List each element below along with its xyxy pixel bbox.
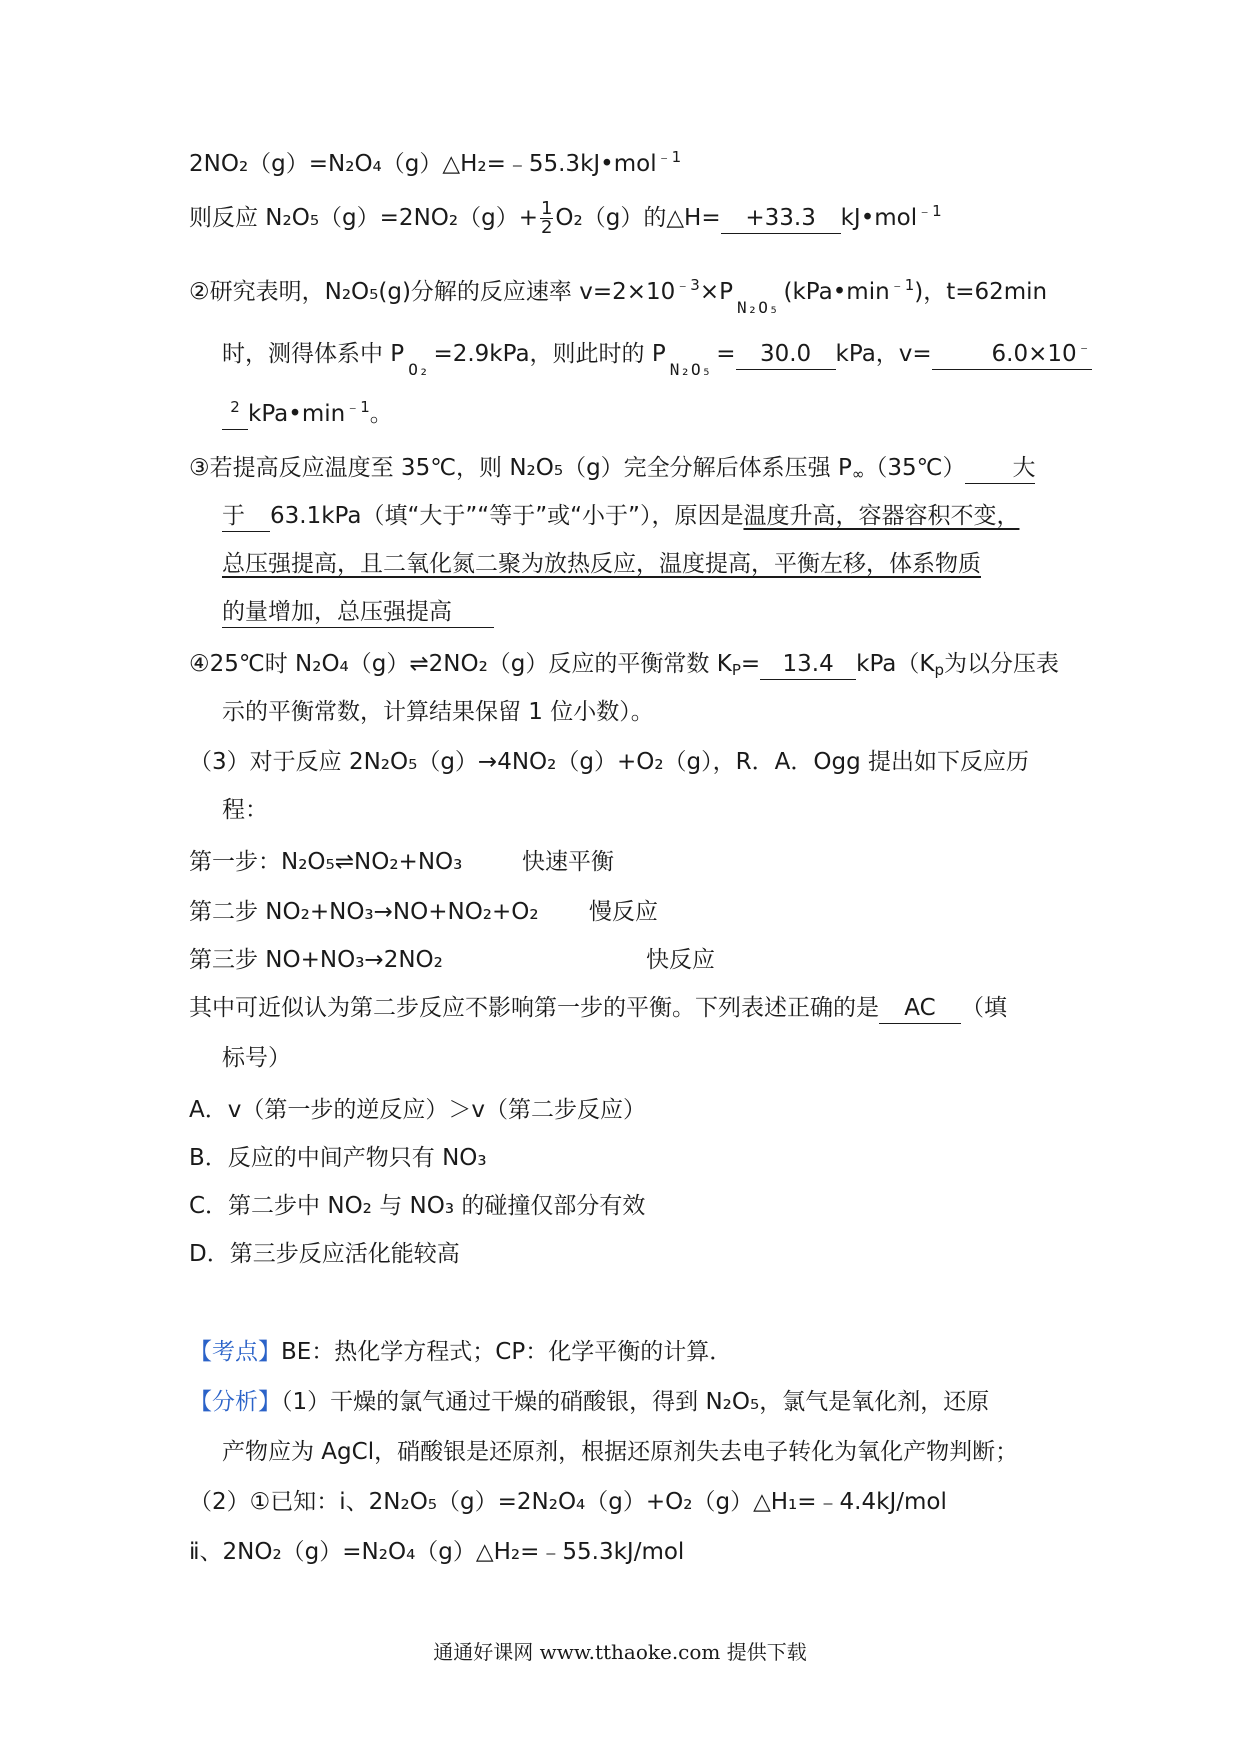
answer-reason-1: 温度升高，容器容积不变，	[743, 503, 1020, 529]
answer-blank-kp: 13.4	[760, 649, 856, 680]
answer-blank-choice: AC	[879, 993, 961, 1024]
question-line-choice: 其中可近似认为第二步反应不影响第一步的平衡。下列表述正确的是 AC （填	[189, 992, 1007, 1024]
answer-blank-dh: +33.3	[721, 203, 841, 234]
mechanism-step-2: 第二步 NO₂+NO₃→NO+NO₂+O₂	[189, 899, 539, 925]
option-b: B．反应的中间产物只有 NO₃	[189, 1145, 487, 1171]
analysis-line-4: ⅱ、2NO₂（g）=N₂O₄（g）△H₂=﹣55.3kJ/mol	[189, 1539, 685, 1565]
knowledge-point: 【考点】BE：热化学方程式；CP：化学平衡的计算．	[189, 1339, 733, 1365]
answer-blank-v: 6.0×10﹣	[932, 339, 1092, 370]
mechanism-step-2-note: 慢反应	[589, 899, 658, 925]
analysis-line-2: 产物应为 AgCl，硝酸银是还原剂，根据还原剂失去电子转化为氧化产物判断；	[222, 1439, 1019, 1465]
question-line-dh: 则反应 N₂O₅（g）=2NO₂（g）+ $\frac{1}{2}$ O₂（g）的△H= +33.3 kJ•mol$^{﹣1}$	[189, 198, 942, 238]
knowledge-point-tag: 【考点】	[189, 1339, 281, 1365]
question-3-line: （3）对于反应 2N₂O₅（g）→4NO₂（g）+O₂（g），R．A．Ogg 提出如下反应历	[189, 749, 1029, 775]
question-line-choice-cont: 标号）	[222, 1045, 291, 1071]
answer-blank-pn2o5: 30.0	[736, 339, 836, 370]
mechanism-step-1: 第一步：N₂O₅⇌NO₂+NO₃	[189, 849, 463, 875]
equation-line-1: 2NO₂（g）=N₂O₄（g）△H₂=﹣55.3kJ•mol$^{﹣1}$	[189, 148, 682, 177]
question-line-pressure: 时，测得体系中 $P_{O_2}=2.9kPa$，则此时的 $P_{N_2O_5}= 30.0$ kPa，v= 6.0×10﹣	[222, 338, 1092, 379]
answer-reason-2: 总压强提高，且二氧化氮二聚为放热反应，温度提高，平衡左移，体系物质	[222, 551, 981, 577]
mechanism-step-1-note: 快速平衡	[522, 849, 614, 875]
question-line-rate-unit: $^2$ $kPa•\min^{﹣1}$。	[222, 398, 393, 430]
question-line-temperature: ③若提高反应温度至 35℃，则 N₂O₅（g）完全分解后体系压强 $P_\infty(35℃)$ 大	[189, 455, 1036, 483]
question-line-reason: 于 63.1kPa（填“大于”“等于”或“小于”），原因是温度升高，容器容积不变，	[222, 500, 1019, 532]
fraction-one-half: $\frac{1}{2}$	[540, 198, 553, 238]
option-c: C．第二步中 NO₂ 与 NO₃ 的碰撞仅部分有效	[189, 1193, 646, 1219]
analysis-line-1: 【分析】（1）干燥的氯气通过干燥的硝酸银，得到 N₂O₅，氯气是氧化剂，还原	[189, 1389, 990, 1415]
option-a: A．v（第一步的逆反应）＞v（第二步反应）	[189, 1097, 646, 1123]
answer-blank-v-cont: 2	[222, 399, 248, 430]
analysis-line-3: （2）①已知：ⅰ、2N₂O₅（g）=2N₂O₄（g）+O₂（g）△H₁=﹣4.4kJ/mol	[189, 1489, 947, 1515]
page-footer: 通通好课网 www.tthaoke.com 提供下载	[433, 1640, 807, 1664]
mechanism-step-3: 第三步 NO+NO₃→2NO₂	[189, 947, 443, 973]
mechanism-step-3-note: 快反应	[646, 947, 715, 973]
answer-reason-3: 的量增加，总压强提高	[222, 596, 494, 628]
analysis-tag: 【分析】	[189, 1389, 281, 1415]
question-3-line-cont: 程：	[222, 797, 268, 823]
answer-blank-compare: 大	[965, 453, 1035, 484]
question-line-kp: ④25℃时 N₂O₄（g）⇌2NO₂（g）反应的平衡常数 $K_P= 13.4$ $kPa(K_p$为以分压表	[189, 651, 1060, 679]
question-line-rate: ②研究表明，N₂O₅(g)分解的反应速率 $v=2\times 10^{﹣3}\times P_{N_2O_5}(kPa•\min^{﹣1})$，t=62min	[189, 276, 1048, 317]
question-line-kp-note: 示的平衡常数，计算结果保留 1 位小数）。	[222, 699, 654, 725]
option-d: D．第三步反应活化能较高	[189, 1241, 460, 1267]
